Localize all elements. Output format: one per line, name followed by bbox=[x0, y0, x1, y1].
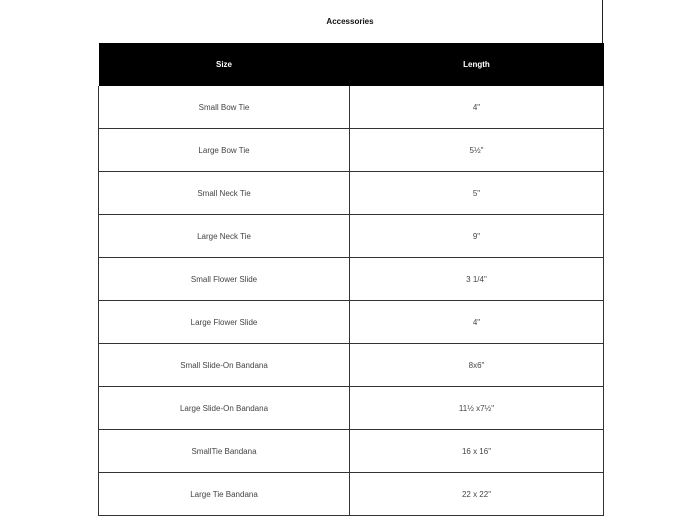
length-cell: 16 x 16" bbox=[350, 430, 604, 473]
size-chart-table bbox=[98, 43, 604, 516]
table-row bbox=[99, 430, 604, 473]
length-cell: 5" bbox=[350, 172, 604, 215]
size-cell: Large Tie Bandana bbox=[99, 473, 350, 516]
table-header-row bbox=[99, 43, 604, 86]
length-cell: 9" bbox=[350, 215, 604, 258]
size-cell: SmallTie Bandana bbox=[99, 430, 350, 473]
size-cell: Small Slide-On Bandana bbox=[99, 344, 350, 387]
length-cell: 5½" bbox=[350, 129, 604, 172]
table-row bbox=[99, 172, 604, 215]
length-cell: 4" bbox=[350, 301, 604, 344]
table-title: Accessories bbox=[326, 17, 374, 26]
table-row bbox=[99, 387, 604, 430]
column-header-size: Size bbox=[99, 43, 350, 86]
size-cell: Small Bow Tie bbox=[99, 86, 350, 129]
size-cell: Large Neck Tie bbox=[99, 215, 350, 258]
length-cell: 4" bbox=[350, 86, 604, 129]
table-row bbox=[99, 301, 604, 344]
column-header-length: Length bbox=[350, 43, 604, 86]
title-right-border bbox=[602, 0, 603, 43]
table-row bbox=[99, 129, 604, 172]
length-cell: 11½ x7½" bbox=[350, 387, 604, 430]
table-row bbox=[99, 473, 604, 516]
size-cell: Large Bow Tie bbox=[99, 129, 350, 172]
length-cell: 8x6" bbox=[350, 344, 604, 387]
length-cell: 3 1/4" bbox=[350, 258, 604, 301]
table-row bbox=[99, 86, 604, 129]
table-row bbox=[99, 258, 604, 301]
length-cell: 22 x 22" bbox=[350, 473, 604, 516]
size-cell: Large Flower Slide bbox=[99, 301, 350, 344]
table-row bbox=[99, 215, 604, 258]
size-cell: Large Slide-On Bandana bbox=[99, 387, 350, 430]
table-row bbox=[99, 344, 604, 387]
size-cell: Small Flower Slide bbox=[99, 258, 350, 301]
size-cell: Small Neck Tie bbox=[99, 172, 350, 215]
